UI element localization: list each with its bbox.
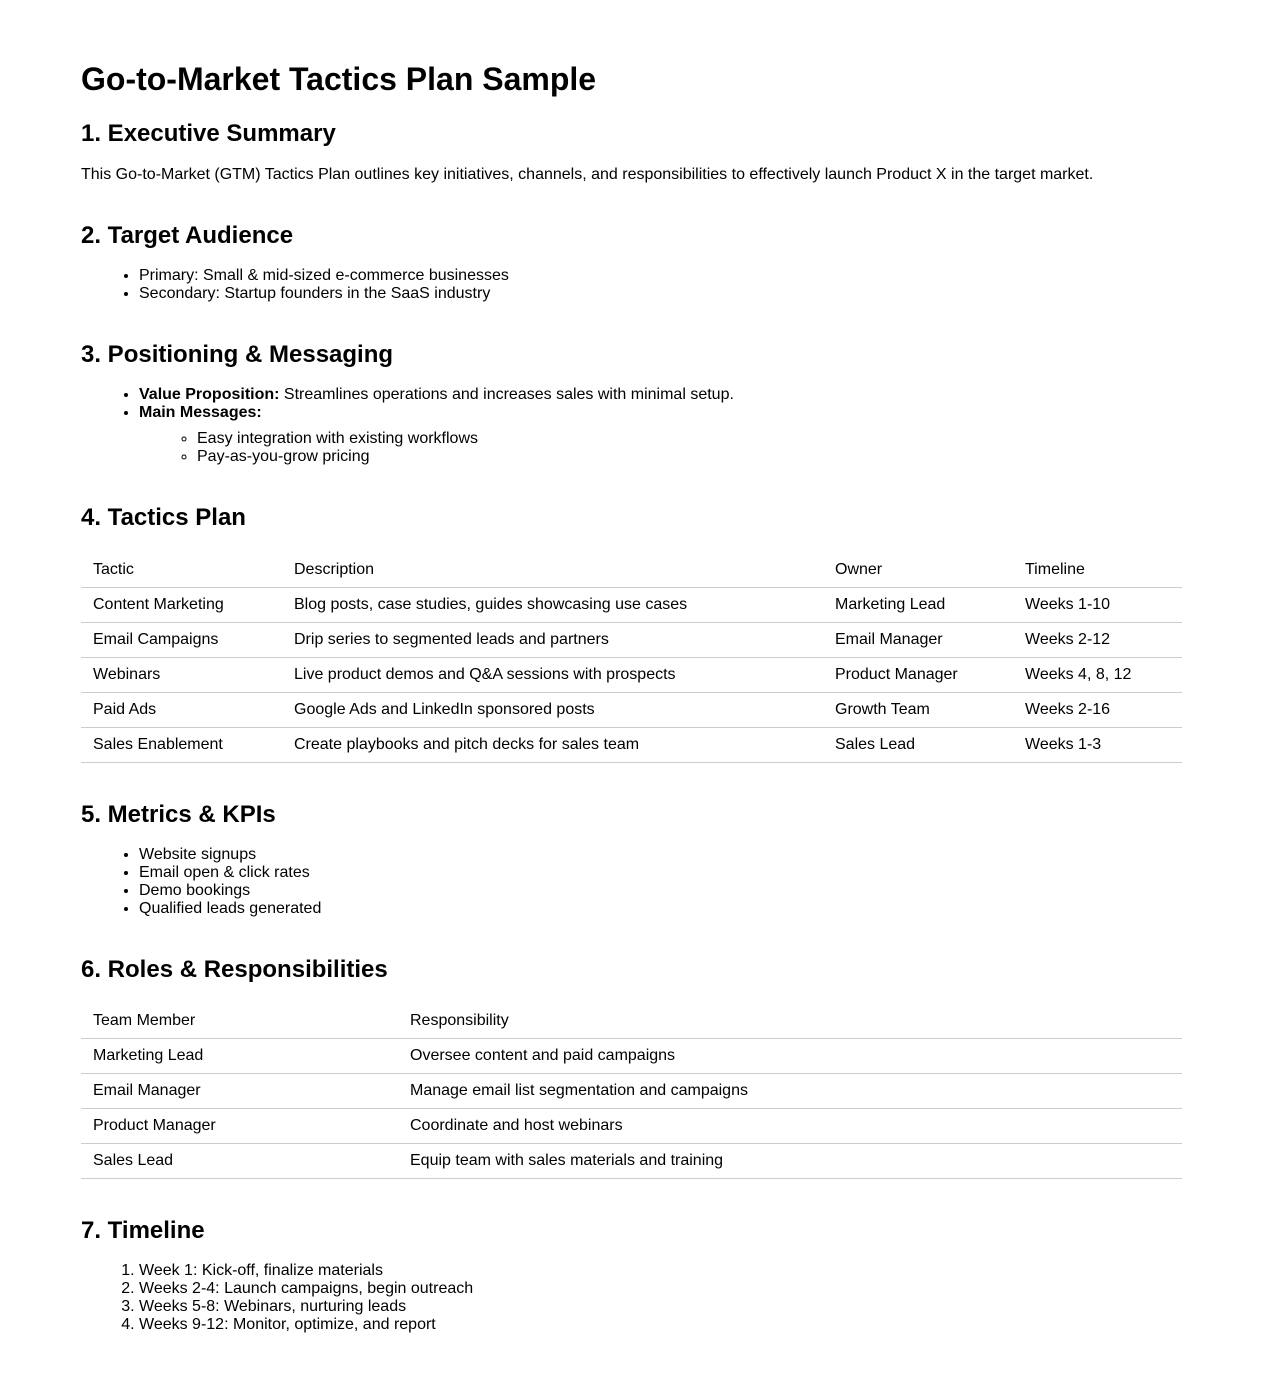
list-item: • Email open & click rates	[139, 864, 1182, 882]
table-cell: Manage email list segmentation and campaigns	[398, 1074, 1182, 1109]
table-cell: Coordinate and host webinars	[398, 1109, 1182, 1144]
table-cell: Sales Lead	[81, 1144, 398, 1179]
table-cell: Product Manager	[823, 657, 1013, 692]
table-cell: Create playbooks and pitch decks for sales team	[282, 727, 823, 762]
executive-summary-text: This Go-to-Market (GTM) Tactics Plan outlines key initiatives, channels, and responsibilities to effectively launch Product X in the target market.	[81, 166, 1094, 184]
section-heading-timeline: 7. Timeline	[81, 1217, 205, 1245]
column-header: Timeline	[1013, 553, 1182, 588]
table-cell: Weeks 2-16	[1013, 692, 1182, 727]
table-cell: Product Manager	[81, 1109, 398, 1144]
table-cell: Sales Enablement	[81, 727, 282, 762]
list-item: 4. Weeks 9-12: Monitor, optimize, and report	[139, 1316, 1182, 1334]
list-item: 2. Weeks 2-4: Launch campaigns, begin outreach	[139, 1280, 1182, 1298]
table-cell: Sales Lead	[823, 727, 1013, 762]
table-row	[81, 1144, 1182, 1179]
list-item: • Primary: Small & mid-sized e-commerce businesses	[139, 267, 1182, 285]
list-item-value-proposition	[139, 386, 1182, 404]
section-heading-executive-summary: 1. Executive Summary	[81, 120, 336, 148]
timeline-list	[81, 1262, 1182, 1334]
table-cell: Weeks 1-3	[1013, 727, 1182, 762]
table-header-row	[81, 553, 1182, 588]
table-row	[81, 587, 1182, 622]
table-cell: Growth Team	[823, 692, 1013, 727]
table-row	[81, 657, 1182, 692]
table-row	[81, 1074, 1182, 1109]
section-heading-tactics-plan: 4. Tactics Plan	[81, 503, 246, 531]
table-cell: Paid Ads	[81, 692, 282, 727]
list-item: • Demo bookings	[139, 882, 1182, 900]
section-heading-roles: 6. Roles & Responsibilities	[81, 955, 388, 983]
table-cell: Email Manager	[81, 1074, 398, 1109]
table-cell: Blog posts, case studies, guides showcasing use cases	[282, 587, 823, 622]
table-cell: Email Manager	[823, 622, 1013, 657]
value-proposition-text: Streamlines operations and increases sales with minimal setup.	[279, 385, 734, 403]
table-row	[81, 727, 1182, 762]
list-item: ◦ Pay-as-you-grow pricing	[197, 448, 1182, 466]
page-title: Go-to-Market Tactics Plan Sample	[81, 61, 597, 97]
table-cell: Marketing Lead	[81, 1039, 398, 1074]
table-cell: Marketing Lead	[823, 587, 1013, 622]
list-item-main-messages	[139, 404, 1182, 466]
table-cell: Weeks 2-12	[1013, 622, 1182, 657]
target-audience-list	[81, 267, 1182, 303]
list-item: • Secondary: Startup founders in the SaaS industry	[139, 285, 1182, 303]
table-cell: Google Ads and LinkedIn sponsored posts	[282, 692, 823, 727]
table-cell: Weeks 4, 8, 12	[1013, 657, 1182, 692]
column-header: Team Member	[81, 1004, 398, 1039]
column-header: Description	[282, 553, 823, 588]
table-cell: Drip series to segmented leads and partners	[282, 622, 823, 657]
table-cell: Email Campaigns	[81, 622, 282, 657]
positioning-list	[81, 386, 1182, 466]
table-cell: Weeks 1-10	[1013, 587, 1182, 622]
table-cell: Live product demos and Q&A sessions with prospects	[282, 657, 823, 692]
table-row	[81, 622, 1182, 657]
table-row	[81, 1109, 1182, 1144]
column-header: Owner	[823, 553, 1013, 588]
table-row	[81, 692, 1182, 727]
list-item: • Qualified leads generated	[139, 900, 1182, 918]
table-cell: Oversee content and paid campaigns	[398, 1039, 1182, 1074]
main-messages-list	[139, 430, 1182, 466]
column-header: Tactic	[81, 553, 282, 588]
list-item: • Website signups	[139, 846, 1182, 864]
section-heading-metrics: 5. Metrics & KPIs	[81, 800, 276, 828]
column-header: Responsibility	[398, 1004, 1182, 1039]
roles-table	[81, 1004, 1182, 1179]
section-heading-positioning: 3. Positioning & Messaging	[81, 341, 394, 369]
list-item: 1. Week 1: Kick-off, finalize materials	[139, 1262, 1182, 1280]
metrics-list	[81, 846, 1182, 918]
table-cell: Equip team with sales materials and training	[398, 1144, 1182, 1179]
table-cell: Content Marketing	[81, 587, 282, 622]
main-messages-label: Main Messages:	[139, 403, 262, 421]
list-item: ◦ Easy integration with existing workflows	[197, 430, 1182, 448]
value-proposition-label: Value Proposition:	[139, 385, 280, 403]
table-cell: Webinars	[81, 657, 282, 692]
list-item: 3. Weeks 5-8: Webinars, nurturing leads	[139, 1298, 1182, 1316]
table-header-row	[81, 1004, 1182, 1039]
tactics-table	[81, 553, 1182, 763]
section-heading-target-audience: 2. Target Audience	[81, 222, 294, 250]
table-row	[81, 1039, 1182, 1074]
